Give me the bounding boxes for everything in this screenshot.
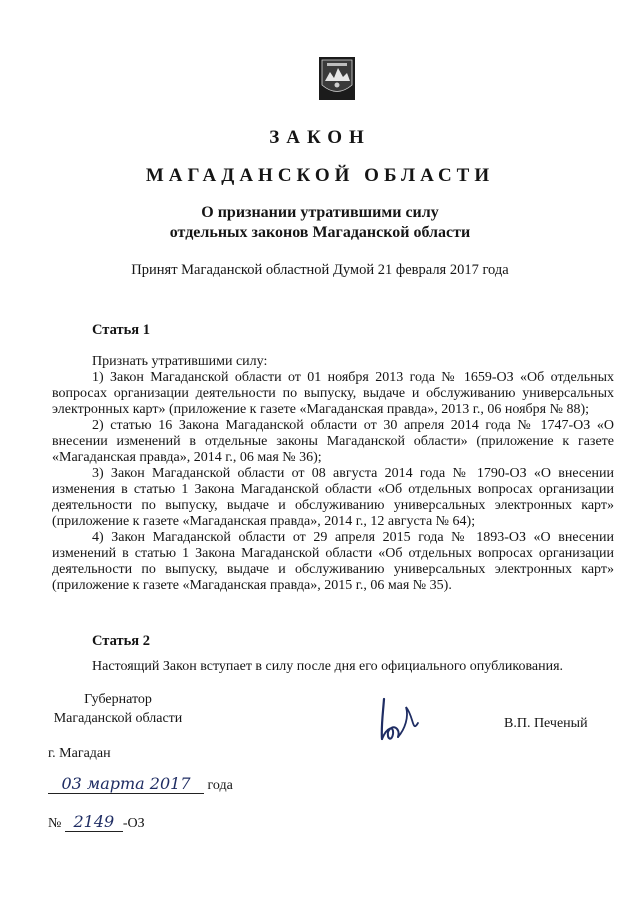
article-1-intro: Признать утратившими силу: (92, 354, 268, 369)
article-2-title: Статья 2 (92, 633, 150, 649)
date-suffix: года (207, 778, 233, 793)
adoption-line: Принят Магаданской областной Думой 21 февраля 2017 года (131, 262, 509, 278)
governor-name: В.П. Печеный (504, 716, 588, 731)
article-1-item-1: 1) Закон Магаданской области от 01 ноября 2013 года № 1659-ОЗ «Об отдельных вопросах организации деятельности по выпуску, выдаче и обслуживанию универсальных электронных карт» (приложение к газете «Магаданская правда», 2013 г., 06 ноября № 88); (52, 370, 614, 417)
handwritten-signature (370, 695, 426, 745)
city-name: г. Магадан (48, 746, 111, 761)
article-2 (52, 633, 614, 675)
governor-position (48, 690, 188, 728)
law-subject (0, 203, 640, 243)
number-prefix: № (48, 816, 62, 831)
law-number (48, 812, 145, 833)
handwritten-date: 03 марта 2017 (48, 774, 204, 794)
law-subject-line-1: О признании утратившими силу (201, 204, 439, 221)
article-2-text: Настоящий Закон вступает в силу после дня его официального опубликования. (92, 659, 564, 674)
handwritten-number: 2149 (65, 812, 123, 832)
article-1-item-2: 2) статью 16 Закона Магаданской области от 30 апреля 2014 года № 1747-ОЗ «О внесении изменений в отдельные законы Магаданской области» (приложение к газете «Магаданская правда», 2014 г., 06 мая № 36); (52, 418, 614, 465)
article-1-item-4: 4) Закон Магаданской области от 29 апреля 2015 года № 1893-ОЗ «О внесении изменений в статью 1 Закона Магаданской области «Об отдельных вопросах организации деятельности по выпуску, выдаче и обслуживанию универсальных электронных карт» (приложение к газете «Магаданская правда», 2015 г., 06 мая № 35). (52, 530, 614, 593)
article-1 (52, 322, 614, 594)
coat-of-arms-icon (318, 55, 356, 101)
document-type: ЗАКОН (269, 127, 371, 148)
law-subject-line-2: отдельных законов Магаданской области (169, 224, 471, 241)
governor-position-line-1: Губернатор (84, 692, 152, 707)
article-1-item-3: 3) Закон Магаданской области от 08 августа 2014 года № 1790-ОЗ «О внесении изменения в статью 1 Закона Магаданской области «Об отдельных вопросах организации деятельности по выпуску, выдаче и обслуживанию универсальных электронных карт» (приложение к газете «Магаданская правда», 2014 г., 12 августа № 64); (52, 466, 614, 529)
signing-date (48, 774, 233, 795)
article-1-title: Статья 1 (92, 322, 150, 338)
governor-position-line-2: Магаданской области (53, 711, 183, 726)
region-title: МАГАДАНСКОЙ ОБЛАСТИ (145, 165, 495, 186)
number-suffix: -ОЗ (122, 816, 145, 831)
